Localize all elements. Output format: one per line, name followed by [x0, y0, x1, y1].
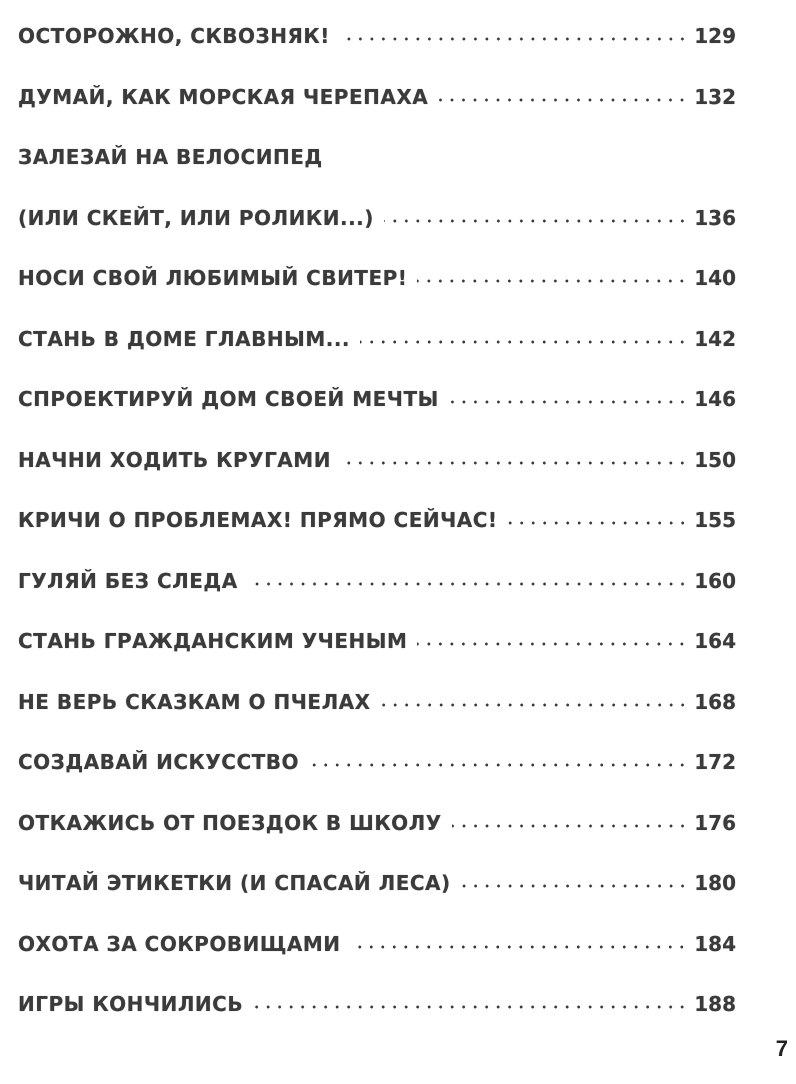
toc-entry-page: 176	[694, 810, 736, 835]
dot-leader	[309, 763, 688, 767]
dot-leader	[461, 884, 688, 888]
toc-entry	[18, 309, 736, 370]
toc-entry-page: 129	[694, 24, 736, 49]
toc-entry-page: 146	[694, 387, 736, 412]
toc-entry	[18, 853, 736, 914]
toc-entry	[18, 6, 736, 67]
dot-leader	[417, 642, 688, 646]
toc-entry	[18, 793, 736, 854]
toc-entry-page: 164	[694, 629, 736, 654]
toc-entry-page: 136	[694, 205, 736, 230]
toc-entry-title: НЕ ВЕРЬ СКАЗКАМ О ПЧЕЛАХ	[18, 689, 371, 714]
page-number: 7	[775, 1036, 788, 1061]
toc-entry-title: ОСТОРОЖНО, СКВОЗНЯК!	[18, 24, 330, 49]
toc-entry	[18, 914, 736, 975]
toc-entry-page: 172	[694, 750, 736, 775]
toc-entry-title: ГУЛЯЙ БЕЗ СЛЕДА	[18, 568, 238, 593]
toc-entry-title: ОТКАЖИСЬ ОТ ПОЕЗДОК В ШКОЛУ	[18, 810, 442, 835]
toc-entry	[18, 672, 736, 733]
toc-entry-page: 140	[694, 266, 736, 291]
toc-entry	[18, 430, 736, 491]
toc-entry	[18, 248, 736, 309]
toc-entry	[18, 732, 736, 793]
toc-entry-title: СОЗДАВАЙ ИСКУССТВО	[18, 750, 300, 775]
toc-entry-page: 150	[694, 447, 736, 472]
dot-leader	[438, 98, 688, 102]
dot-leader	[449, 400, 688, 404]
toc-entry-title: (ИЛИ СКЕЙТ, ИЛИ РОЛИКИ...)	[18, 205, 374, 230]
table-of-contents	[18, 0, 736, 1035]
toc-entry	[18, 188, 736, 249]
toc-entry-page: 184	[694, 931, 736, 956]
toc-entry-page: 155	[694, 508, 736, 533]
toc-entry	[18, 369, 736, 430]
toc-entry	[18, 67, 736, 128]
dot-leader	[417, 279, 688, 283]
toc-entry-page: 142	[694, 326, 736, 351]
toc-entry	[18, 551, 736, 612]
dot-leader	[341, 461, 688, 465]
toc-entry-page: 180	[694, 871, 736, 896]
toc-entry-page: 168	[694, 689, 736, 714]
toc-entry-title: НАЧНИ ХОДИТЬ КРУГАМИ	[18, 447, 331, 472]
toc-entry-title: НОСИ СВОЙ ЛЮБИМЫЙ СВИТЕР!	[18, 266, 408, 291]
toc-entry-title: ИГРЫ КОНЧИЛИСЬ	[18, 992, 244, 1017]
toc-entry-title: ДУМАЙ, КАК МОРСКАЯ ЧЕРЕПАХА	[18, 84, 429, 109]
toc-entry-title: СТАНЬ В ДОМЕ ГЛАВНЫМ...	[18, 326, 351, 351]
dot-leader	[340, 37, 688, 41]
toc-entry	[18, 490, 736, 551]
toc-entry	[18, 974, 736, 1035]
dot-leader	[248, 582, 688, 586]
toc-entry-title: ЗАЛЕЗАЙ НА ВЕЛОСИПЕД	[18, 145, 323, 170]
dot-leader	[350, 945, 688, 949]
toc-entry-title: ОХОТА ЗА СОКРОВИЩАМИ	[18, 931, 341, 956]
toc-entry	[18, 127, 736, 188]
toc-entry-title: ЧИТАЙ ЭТИКЕТКИ (И СПАСАЙ ЛЕСА)	[18, 871, 451, 896]
toc-entry-page: 160	[694, 568, 736, 593]
dot-leader	[381, 703, 688, 707]
dot-leader	[384, 219, 688, 223]
toc-entry-title: КРИЧИ О ПРОБЛЕМАХ! ПРЯМО СЕЙЧАС!	[18, 508, 498, 533]
dot-leader	[253, 1005, 688, 1009]
dot-leader	[452, 824, 688, 828]
dot-leader	[508, 521, 688, 525]
dot-leader	[360, 340, 688, 344]
toc-entry-title: СТАНЬ ГРАЖДАНСКИМ УЧЕНЫМ	[18, 629, 408, 654]
toc-entry	[18, 611, 736, 672]
toc-entry-page: 188	[694, 992, 736, 1017]
toc-entry-title: СПРОЕКТИРУЙ ДОМ СВОЕЙ МЕЧТЫ	[18, 387, 439, 412]
toc-entry-page: 132	[694, 84, 736, 109]
